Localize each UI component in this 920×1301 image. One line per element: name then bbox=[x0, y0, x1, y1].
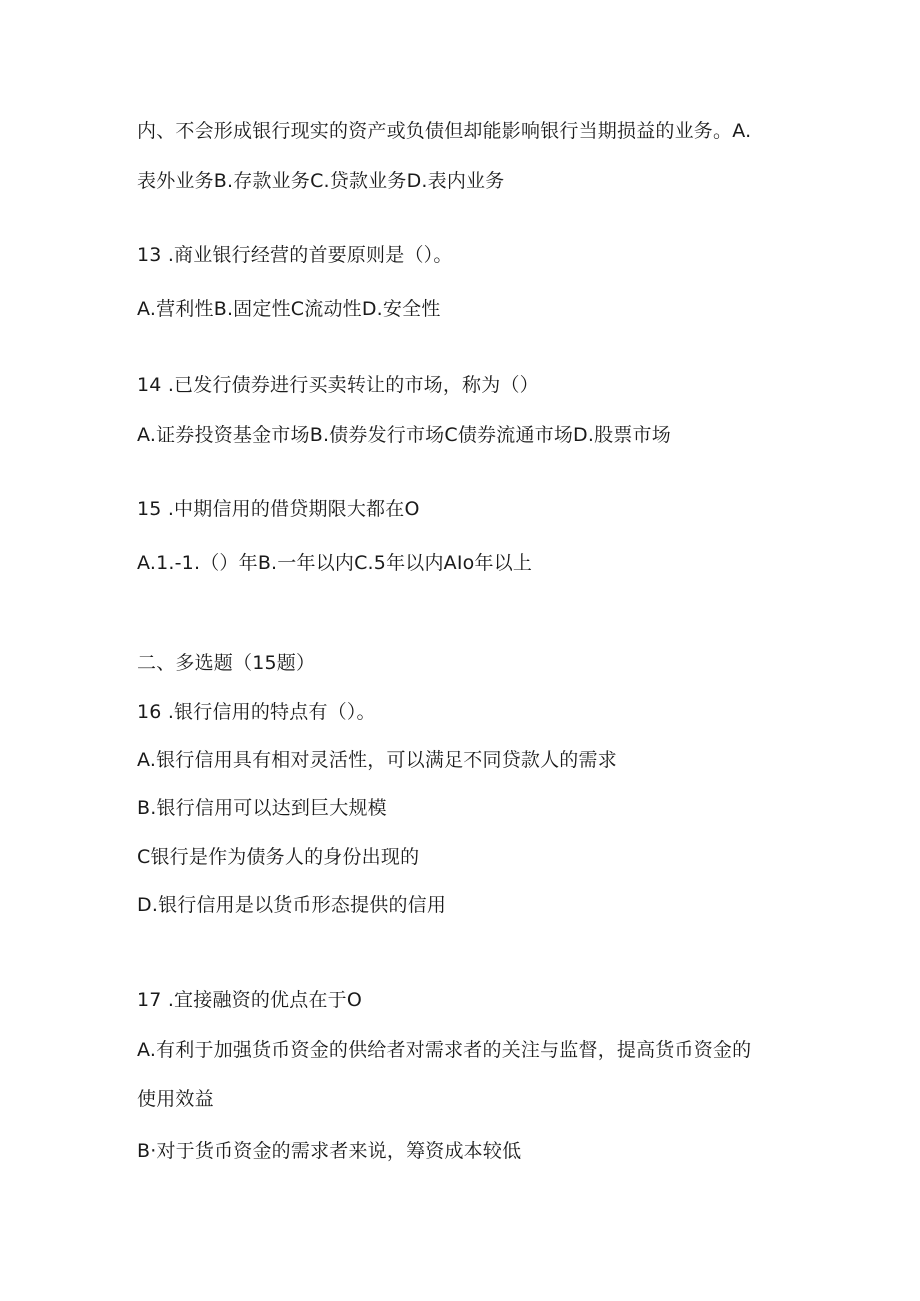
q16-option-c: C银行是作为债务人的身份出现的 bbox=[137, 846, 420, 868]
q17-stem: 17 .宜接融资的优点在于O bbox=[137, 989, 363, 1011]
q13-options: A.营利性B.固定性C流动性D.安全性 bbox=[137, 298, 441, 320]
q14-stem: 14 .已发行债券进行买卖转让的市场，称为（） bbox=[137, 374, 539, 396]
q17-option-b: B·对于货币资金的需求者来说，筹资成本较低 bbox=[137, 1140, 522, 1162]
q16-option-a: A.银行信用具有相对灵活性，可以满足不同贷款人的需求 bbox=[137, 749, 617, 771]
q12-stem-line2: 表外业务B.存款业务C.贷款业务D.表内业务 bbox=[137, 170, 505, 192]
q17-option-a-line2: 使用效益 bbox=[137, 1088, 214, 1110]
q13-stem: 13 .商业银行经营的首要原则是（）。 bbox=[137, 244, 453, 266]
q12-stem-line1: 内、不会形成银行现实的资产或负债但却能影响银行当期损益的业务。A. bbox=[137, 120, 752, 142]
q16-stem: 16 .银行信用的特点有（）。 bbox=[137, 701, 376, 723]
q16-option-b: B.银行信用可以达到巨大规模 bbox=[137, 797, 387, 819]
q17-option-a-line1: A.有利于加强货币资金的供给者对需求者的关注与监督，提高货币资金的 bbox=[137, 1039, 752, 1061]
q15-stem: 15 .中期信用的借贷期限大都在O bbox=[137, 498, 420, 520]
q15-options: A.1.-1.（）年B.一年以内C.5年以内AIo年以上 bbox=[137, 552, 533, 574]
q14-options: A.证券投资基金市场B.债券发行市场C债券流通市场D.股票市场 bbox=[137, 424, 671, 446]
section-heading-multiple-choice: 二、多选题（15题） bbox=[137, 652, 316, 674]
q16-option-d: D.银行信用是以货币形态提供的信用 bbox=[137, 894, 447, 916]
